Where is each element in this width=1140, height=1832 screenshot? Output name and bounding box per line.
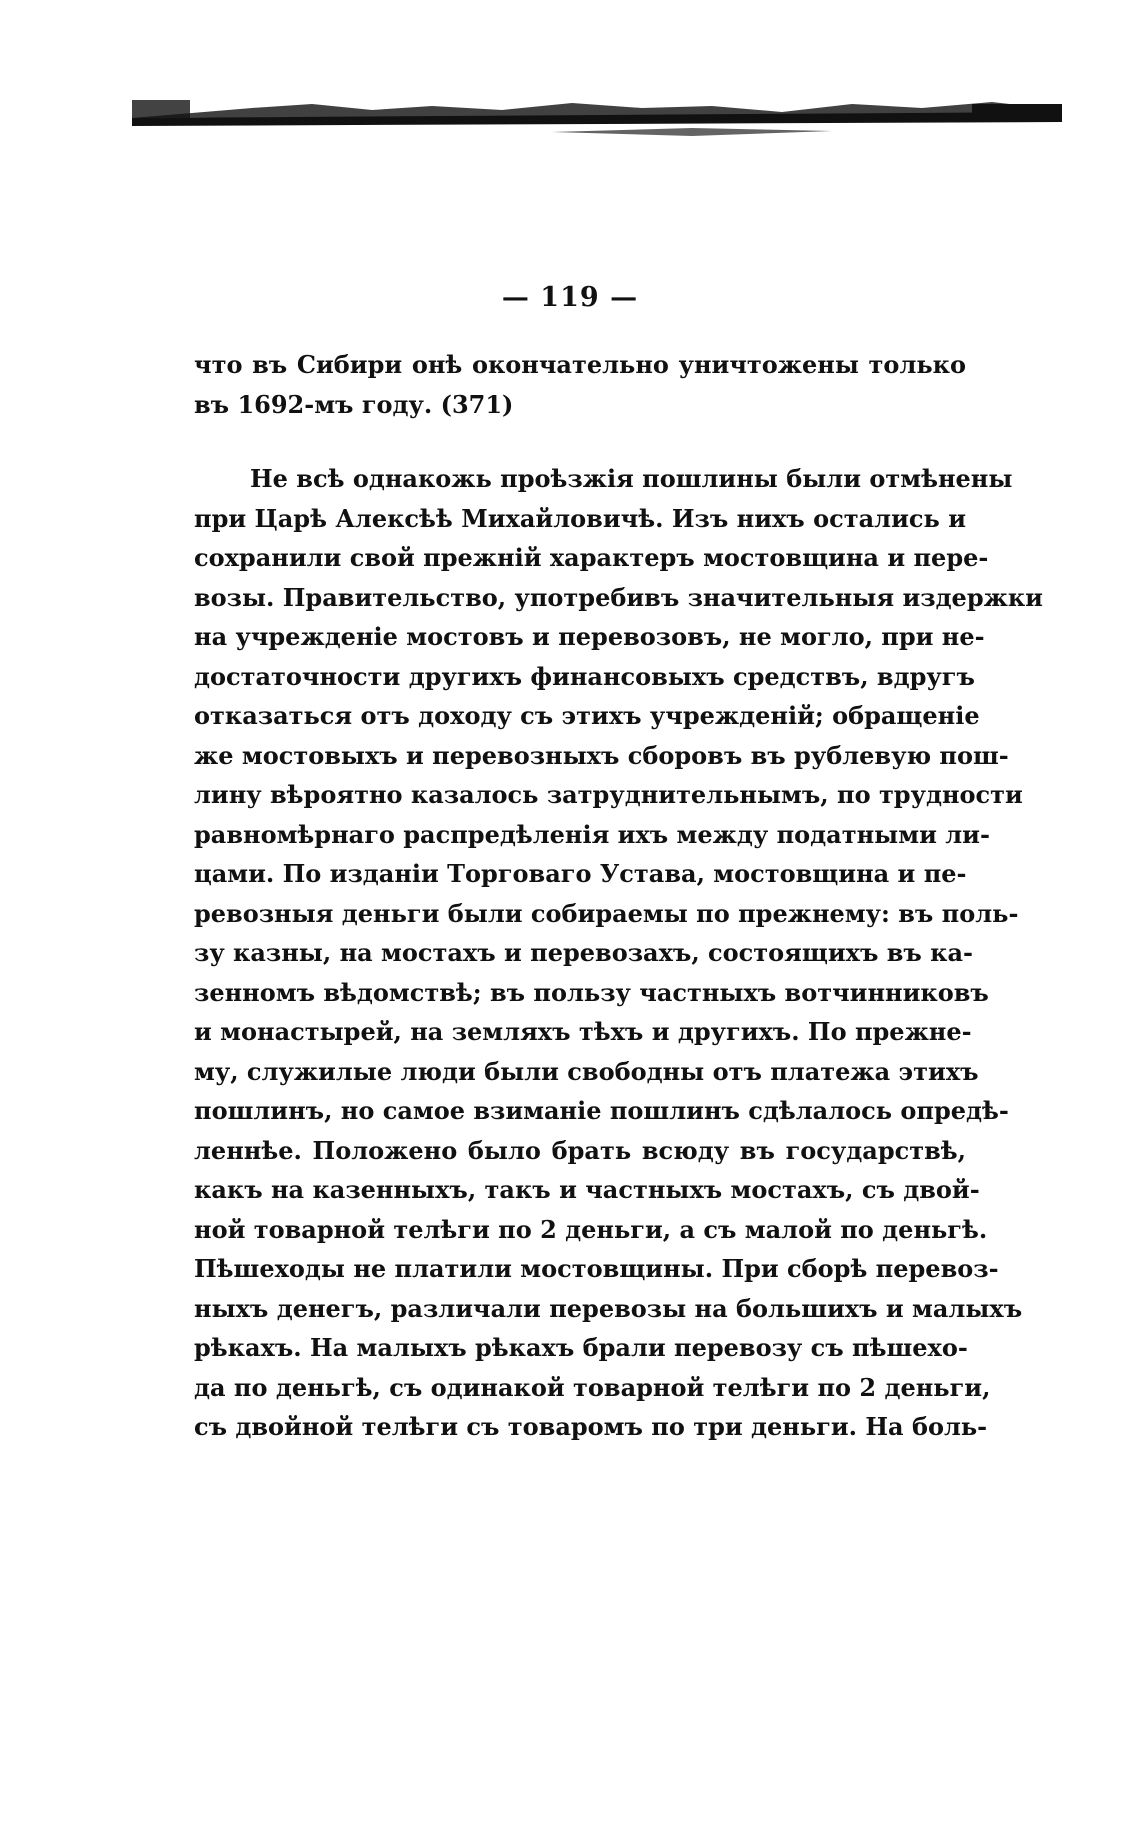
text-line: возы. Правительство, употребивъ значительныя издержки (194, 582, 1043, 612)
text-line: пошлинъ, но самое взиманіе пошлинъ сдѣлалось опредѣ- (194, 1096, 1009, 1125)
text-line: да по деньгѣ, съ одинакой товарной телѣги по 2 деньги, (194, 1372, 991, 1402)
text-line: при Царѣ Алексѣѣ Михайловичѣ. Изъ нихъ остались и (194, 503, 966, 533)
text-line: ныхъ денегъ, различали перевозы на большихъ и малыхъ (194, 1293, 1023, 1323)
text-line: и монастырей, на земляхъ тѣхъ и другихъ. По прежне- (194, 1017, 972, 1046)
text-line: же мостовыхъ и перевозныхъ сборовъ въ рублевую пош- (194, 740, 1009, 770)
paragraph (194, 459, 1043, 1447)
text-line: леннѣе. Положено было брать всюду въ государствѣ, (194, 1135, 966, 1165)
text-line: рѣкахъ. На малыхъ рѣкахъ брали перевозу съ пѣшехо- (194, 1333, 968, 1362)
text-line: Пѣшеходы не платили мостовщины. При сборѣ перевоз- (194, 1254, 999, 1283)
text-line: въ 1692-мъ году. (371) (194, 389, 514, 419)
text-line: ной товарной телѣги по 2 деньги, а съ малой по деньгѣ. (194, 1214, 988, 1244)
text-line: Не всѣ однакожь проѣзжія пошлины были отмѣнены (250, 464, 1013, 493)
text-line: ревозныя деньги были собираемы по прежнему: въ поль- (194, 898, 1019, 928)
top-printer-rule (132, 98, 1062, 144)
text-line: му, служилые люди были свободны отъ платежа этихъ (194, 1056, 979, 1086)
text-line: зу казны, на мостахъ и перевозахъ, состоящихъ въ ка- (194, 938, 974, 967)
text-line: сохранили свой прежній характеръ мостовщина и пере- (194, 543, 989, 572)
text-line: достаточности другихъ финансовыхъ средствъ, вдругъ (194, 661, 975, 691)
text-line: на учрежденіе мостовъ и перевозовъ, не могло, при не- (194, 622, 985, 651)
text-line: равномѣрнаго распредѣленія ихъ между податными ли- (194, 819, 990, 849)
paragraph (194, 345, 966, 424)
text-line: какъ на казенныхъ, такъ и частныхъ мостахъ, съ двой- (194, 1175, 980, 1204)
text-line: зенномъ вѣдомствѣ; въ пользу частныхъ вотчинниковъ (194, 977, 989, 1007)
text-line: отказаться отъ доходу съ этихъ учрежденій; обращеніе (194, 701, 980, 730)
text-line: съ двойной телѣги съ товаромъ по три деньги. На боль- (194, 1412, 988, 1441)
page-number: — 119 — (501, 282, 639, 313)
document-body (194, 345, 1043, 1447)
paragraph-gap (194, 424, 966, 459)
text-line: лину вѣроятно казалось затруднительнымъ, по трудности (194, 780, 1023, 809)
text-line: что въ Сибири онѣ окончательно уничтожены только (194, 350, 966, 379)
text-line: цами. По изданіи Торговаго Устава, мостовщина и пе- (194, 859, 967, 888)
